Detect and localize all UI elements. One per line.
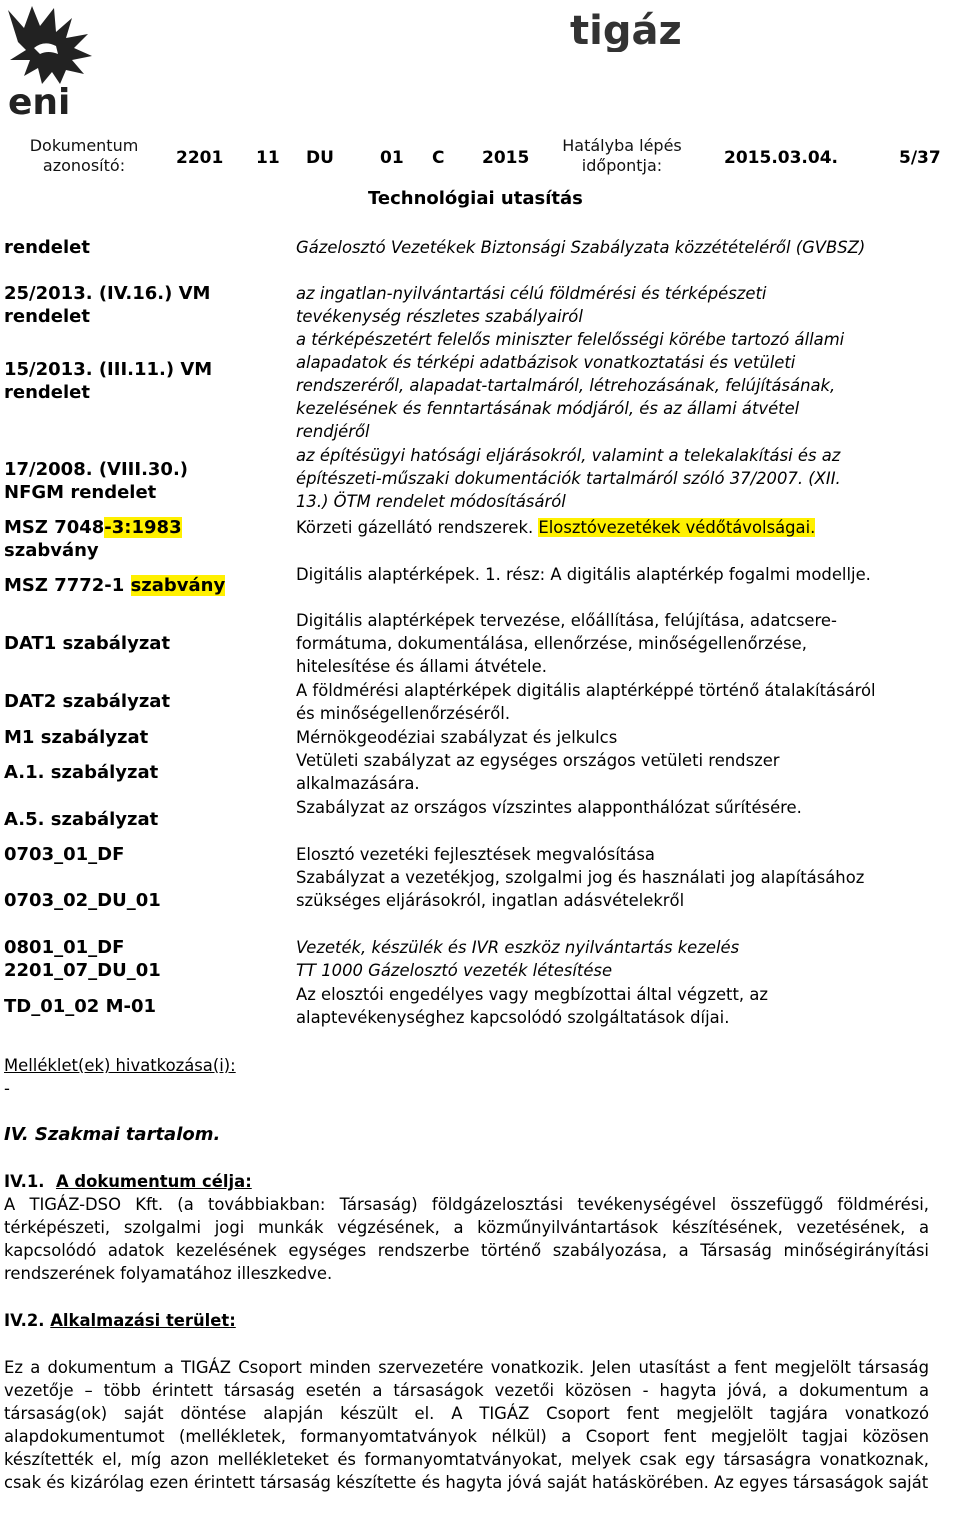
ref-8-title: Mérnökgeodéziai szabályzat és jelkulcs	[296, 728, 618, 747]
doc-id-part-4: 01	[380, 148, 404, 168]
ref-15-code: TD_01_02 M-01	[4, 996, 157, 1017]
ref-3-code: 17/2008. (VIII.30.) NFGM rendelet	[4, 459, 189, 503]
ref-2-code: 15/2013. (III.11.) VM rendelet	[4, 359, 213, 403]
attachments-label: Melléklet(ek) hivatkozása(i):	[4, 1056, 236, 1075]
doc-id-part-1: 2201	[176, 148, 224, 168]
doc-id-label: Dokumentum azonosító:	[29, 136, 139, 175]
section-iv2-text: Ez a dokumentum a TIGÁZ Csoport minden szervezetére vonatkozik. Jelen utasítást a fent megjelölt társaság vezetője – több érintett társaság esetén a társaságok vezetői közösen - hagyta jóvá, a dokumentum a társaság(ok) saját döntése alapján készült el. A TIGÁZ Csoport fent megjelölt tagjára vonatkozó alapdokumentumot (mellékletek, formanyomtatványok nélkül) a Csoport fent megjelölt tagjai közösen készítették el, míg azon mellékleteket és formanyomtatványokat, melyek csak egy társaságra vonatkoznak, csak és kizárólag ezen érintett társaság készítette és hagyta jóvá saját hatáskörében. Az egyes társaságok saját	[4, 1358, 929, 1492]
ref-4-code: MSZ 7048-3:1983 szabvány	[4, 517, 182, 561]
ref-5-code: MSZ 7772-1 szabvány	[4, 575, 226, 596]
ref-0-code: rendelet	[4, 237, 90, 258]
ref-8-code: M1 szabályzat	[4, 727, 149, 748]
effective-date: 2015.03.04.	[724, 148, 839, 168]
section-iv1-text: A TIGÁZ-DSO Kft. (a továbbiakban: Társaság) földgázelosztási tevékenységével összefüggő földmérési, térképészeti, szolgalmi jogi munkák végzésének, a közműnyilvántartások készítésének, vezetésének, a kapcsolódó adatok kezelésének egységes rendszerbe történő szabályozása, a Társaság minőségirányítási rendszerének folyamatához illeszkedve.	[4, 1195, 929, 1283]
ref-14-title: TT 1000 Gázelosztó vezeték létesítése	[296, 961, 613, 980]
doc-id-part-2: 11	[256, 148, 280, 168]
ref-6-code: DAT1 szabályzat	[4, 633, 171, 654]
svg-text:tigáz: tigáz	[570, 8, 682, 52]
ref-7-code: DAT2 szabályzat	[4, 691, 171, 712]
ref-2-title: a térképészetért felelős miniszter felelősségi körébe tartozó állami alapadatok és térképi adatbázisok vonatkoztatási és vetületi rendszeréről, alapadat-tartalmáról, létrehozásának, felújításának, kezelésének és fenntartásának módjáról, és az állami átvétel rendjéről	[296, 330, 845, 441]
tigaz-logo	[570, 4, 700, 52]
ref-6-title: Digitális alaptérképek tervezése, előállítása, felújítása, adatcsere-formátuma, dokumentálása, ellenőrzése, minőségellenőrzése, hitelesítése és állami átvétele.	[296, 611, 837, 676]
ref-1-title: az ingatlan-nyilvántartási célú földmérési és térképészeti tevékenység részletes szabályairól	[296, 284, 767, 326]
ref-3-title: az építésügyi hatósági eljárásokról, valamint a telekalakítási és az építészeti-műszaki dokumentációk tartalmáról szóló 37/2007. (XII. 13.) ÖTM rendelet módosításáról	[296, 446, 841, 511]
ref-1-code: 25/2013. (IV.16.) VM rendelet	[4, 283, 211, 327]
section-iv2-heading: IV.2. Alkalmazási terület:	[4, 1311, 236, 1330]
ref-13-title: Vezeték, készülék és IVR eszköz nyilvántartás kezelés	[296, 938, 740, 957]
ref-15-title: Az elosztói engedélyes vagy megbízottai által végzett, az alaptevékenységhez kapcsolódó szolgáltatások díjai.	[296, 985, 768, 1027]
ref-9-code: A.1. szabályzat	[4, 762, 159, 783]
attachments-value: -	[4, 1079, 10, 1098]
ref-5-title: Digitális alaptérképek. 1. rész: A digitális alaptérkép fogalmi modellje.	[296, 565, 871, 584]
section-iv-heading: IV. Szakmai tartalom.	[4, 1124, 221, 1145]
ref-12-title: Szabályzat a vezetékjog, szolgalmi jog és használati jog alapításához szükséges eljárásokról, ingatlan adásvételekről	[296, 868, 865, 910]
ref-0-title: Gázelosztó Vezetékek Biztonsági Szabályzata közzétételéről (GVBSZ)	[296, 238, 866, 257]
ref-10-code: A.5. szabályzat	[4, 809, 159, 830]
doc-id-part-3: DU	[306, 148, 334, 168]
svg-text:eni: eni	[8, 82, 71, 118]
effective-label: Hatályba lépés időpontja:	[562, 136, 682, 175]
ref-9-title: Vetületi szabályzat az egységes országos vetületi rendszer alkalmazására.	[296, 751, 780, 793]
ref-14-code: 2201_07_DU_01	[4, 960, 161, 981]
eni-logo	[4, 4, 96, 118]
ref-13-code: 0801_01_DF	[4, 937, 125, 958]
ref-12-code: 0703_02_DU_01	[4, 890, 161, 911]
document-subtitle: Technológiai utasítás	[368, 188, 583, 209]
ref-4-title: Körzeti gázellátó rendszerek. Elosztóvezetékek védőtávolságai.	[296, 518, 816, 537]
ref-7-title: A földmérési alaptérképek digitális alaptérképpé történő átalakításáról és minőségellenőrzéséről.	[296, 681, 876, 723]
ref-11-title: Elosztó vezetéki fejlesztések megvalósítása	[296, 845, 655, 864]
doc-id-part-6: 2015	[482, 148, 530, 168]
page-number: 5/37	[899, 148, 941, 168]
doc-id-part-5: C	[432, 148, 445, 168]
section-iv1-heading: IV.1. A dokumentum célja:	[4, 1172, 252, 1191]
ref-11-code: 0703_01_DF	[4, 844, 125, 865]
ref-10-title: Szabályzat az országos vízszintes alapponthálózat sűrítésére.	[296, 798, 802, 817]
